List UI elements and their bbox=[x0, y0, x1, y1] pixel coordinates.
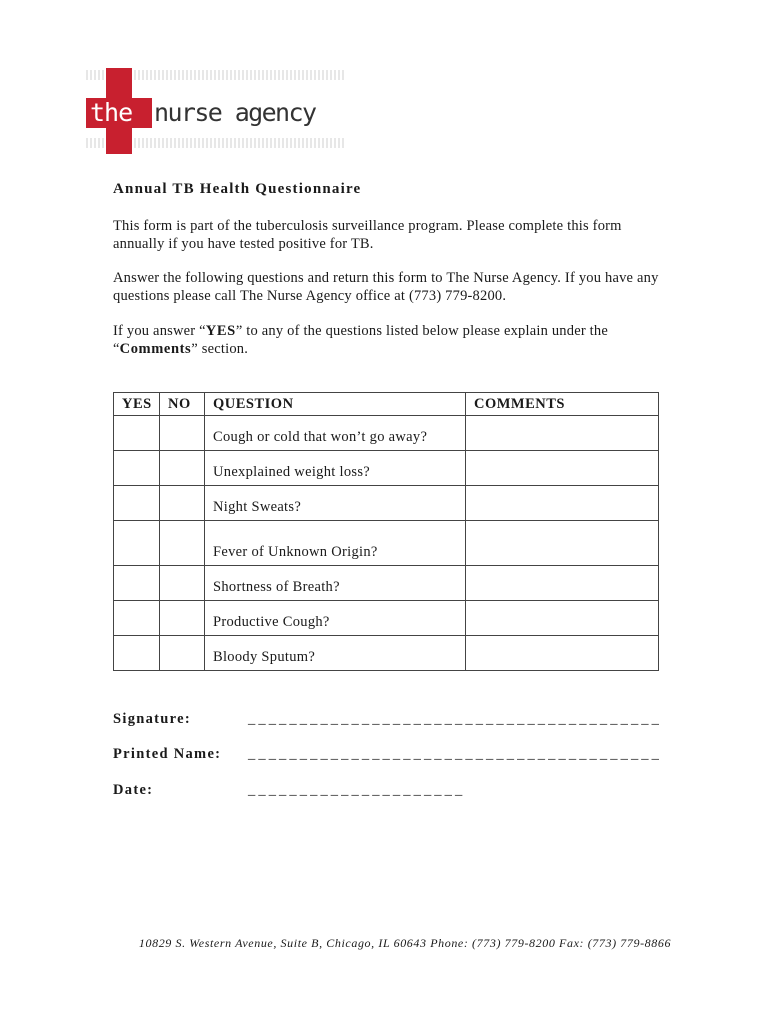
header-no: NO bbox=[160, 393, 205, 416]
nurse-agency-logo bbox=[86, 68, 346, 154]
instructions-comments-emphasis: Comments bbox=[119, 341, 192, 357]
date-field[interactable]: _____________________ bbox=[248, 782, 466, 798]
signature-field[interactable]: ________________________________________ bbox=[248, 711, 662, 727]
table-header-row bbox=[114, 393, 659, 416]
table-row bbox=[114, 601, 659, 636]
instructions-text-before: If you answer “ bbox=[113, 323, 206, 339]
header-yes: YES bbox=[114, 393, 160, 416]
table-row bbox=[114, 486, 659, 521]
question-text: Shortness of Breath? bbox=[205, 566, 466, 601]
printed-name-field[interactable]: ________________________________________ bbox=[248, 746, 662, 762]
logo-text-nurse-agency: nurse agency bbox=[154, 98, 316, 127]
no-checkbox-cell[interactable] bbox=[160, 601, 205, 636]
question-text: Productive Cough? bbox=[205, 601, 466, 636]
no-checkbox-cell[interactable] bbox=[160, 636, 205, 671]
header-question: QUESTION bbox=[205, 393, 466, 416]
comments-field[interactable] bbox=[466, 451, 659, 486]
header-comments: COMMENTS bbox=[466, 393, 659, 416]
instructions-yes-emphasis: YES bbox=[205, 323, 236, 339]
yes-checkbox-cell[interactable] bbox=[114, 566, 160, 601]
yes-checkbox-cell[interactable] bbox=[114, 416, 160, 451]
comments-field[interactable] bbox=[466, 601, 659, 636]
no-checkbox-cell[interactable] bbox=[160, 451, 205, 486]
question-text: Night Sweats? bbox=[205, 486, 466, 521]
no-checkbox-cell[interactable] bbox=[160, 566, 205, 601]
yes-checkbox-cell[interactable] bbox=[114, 486, 160, 521]
comments-field[interactable] bbox=[466, 566, 659, 601]
footer-address: 10829 S. Western Avenue, Suite B, Chicago, IL 60643 Phone: (773) 779-8200 Fax: (773) 779-8866 bbox=[138, 936, 672, 950]
table-row bbox=[114, 566, 659, 601]
intro-paragraph-contact: Answer the following questions and return this form to The Nurse Agency. If you have any questions please call The Nurse Agency office at (773) 779-8200. bbox=[113, 270, 659, 304]
no-checkbox-cell[interactable] bbox=[160, 521, 205, 566]
comments-field[interactable] bbox=[466, 521, 659, 566]
comments-field[interactable] bbox=[466, 486, 659, 521]
table-row bbox=[114, 636, 659, 671]
intro-paragraph-purpose: This form is part of the tuberculosis surveillance program. Please complete this form annually if you have tested positive for TB. bbox=[113, 218, 622, 252]
questionnaire-table bbox=[113, 392, 659, 671]
question-text: Fever of Unknown Origin? bbox=[205, 521, 466, 566]
instructions-text-middle: ” to any of the questions listed below please explain under the “ bbox=[113, 323, 608, 357]
question-text: Cough or cold that won’t go away? bbox=[205, 416, 466, 451]
yes-checkbox-cell[interactable] bbox=[114, 451, 160, 486]
question-text: Unexplained weight loss? bbox=[205, 451, 466, 486]
table-row bbox=[114, 451, 659, 486]
logo-text-the: the bbox=[90, 98, 133, 127]
signature-label: Signature: bbox=[113, 711, 191, 727]
form-title: Annual TB Health Questionnaire bbox=[113, 181, 362, 197]
comments-field[interactable] bbox=[466, 636, 659, 671]
comments-field[interactable] bbox=[466, 416, 659, 451]
date-label: Date: bbox=[113, 782, 154, 798]
no-checkbox-cell[interactable] bbox=[160, 416, 205, 451]
table-row bbox=[114, 521, 659, 566]
instructions-text-after: ” section. bbox=[191, 341, 249, 357]
table-row bbox=[114, 416, 659, 451]
intro-paragraph-instructions bbox=[113, 322, 673, 358]
printed-name-label: Printed Name: bbox=[113, 746, 222, 762]
yes-checkbox-cell[interactable] bbox=[114, 521, 160, 566]
yes-checkbox-cell[interactable] bbox=[114, 636, 160, 671]
question-text: Bloody Sputum? bbox=[205, 636, 466, 671]
yes-checkbox-cell[interactable] bbox=[114, 601, 160, 636]
no-checkbox-cell[interactable] bbox=[160, 486, 205, 521]
